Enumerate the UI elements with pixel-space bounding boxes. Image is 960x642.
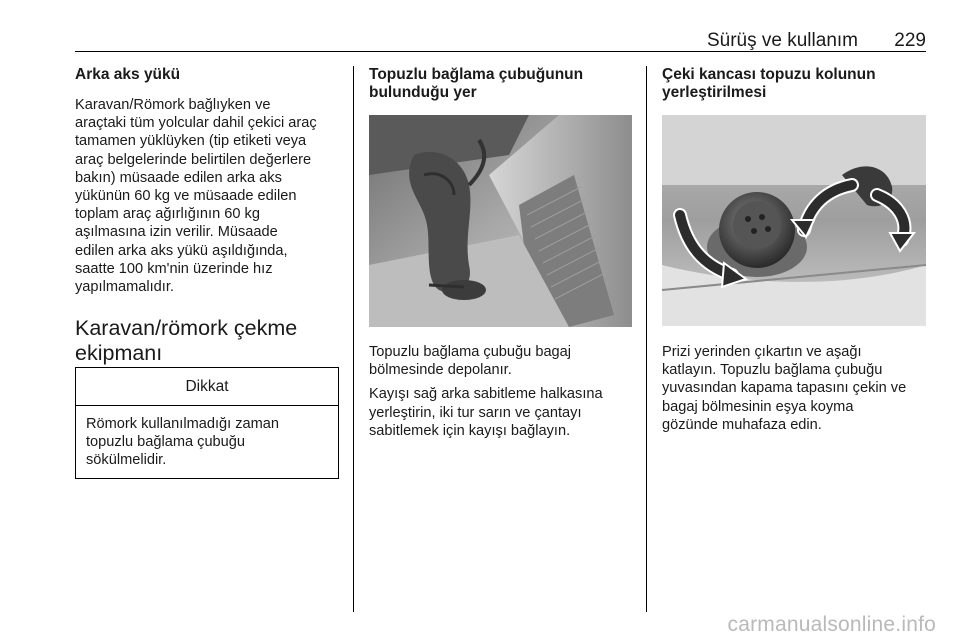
socket-instructions-paragraph: Prizi yerinden çıkartın ve aşağı katlayın. Topuzlu bağlama çubuğu yuvasından kapama tapasını çekin ve bagaj bölmesinin eşya koyma gözünde muhafaza edin. [662, 344, 907, 433]
column-right [662, 66, 928, 102]
caution-box [75, 367, 339, 479]
page-number: 229 [894, 30, 926, 51]
strap-instructions-paragraph: Kayışı sağ arka sabitleme halkasına yerleştirin, iki tur sarın ve çantayı sabitlemek için kayışı bağlayın. [369, 386, 603, 439]
header-title: Sürüş ve kullanım [706, 30, 858, 51]
section-title-towing-equipment: Karavan/römork çekme ekipmanı [75, 316, 298, 366]
column-divider [353, 66, 354, 612]
page-header [75, 30, 926, 52]
column-middle-text [369, 343, 634, 440]
rear-axle-paragraph: Karavan/Römork bağlıyken ve araçtaki tüm yolcular dahil çekici araç tamamen yüklüyken (tip etiketi veya araç belgelerinde belirtilen değerlere bakın) müsaade edilen arka aks yükünün 60 kg ve müsaade edilen toplam araç ağırlığının 60 kg aşılmasına izin verilir. Müsaade edilen arka aks yükü aşıldığında, saatte 100 km'nin üzerinde hız yapılmamalıdır. [75, 97, 317, 296]
column-divider [646, 66, 647, 612]
column-right-text [662, 343, 928, 434]
column-middle [369, 66, 634, 102]
section-heading-ball-bar-insertion: Çeki kancası topuzu kolunun yerleştirilmesi [662, 66, 876, 101]
caution-text: Römork kullanılmadığı zaman topuzlu bağlama çubuğu sökülmelidir. [86, 416, 280, 469]
column-left [75, 66, 341, 366]
bar-storage-paragraph: Topuzlu bağlama çubuğu bagaj bölmesinde depolanır. [369, 344, 572, 379]
socket-fold-illustration [662, 115, 926, 326]
socket-fold-photo [662, 115, 926, 326]
section-heading-rear-axle-load: Arka aks yükü [75, 66, 181, 83]
header-rule [75, 51, 926, 52]
caution-title: Dikkat [76, 368, 338, 406]
trunk-storage-illustration [369, 115, 632, 327]
watermark: carmanualsonline.info [727, 613, 936, 636]
section-heading-bar-location: Topuzlu bağlama çubuğunun bulunduğu yer [369, 66, 584, 101]
trunk-storage-photo [369, 115, 632, 327]
